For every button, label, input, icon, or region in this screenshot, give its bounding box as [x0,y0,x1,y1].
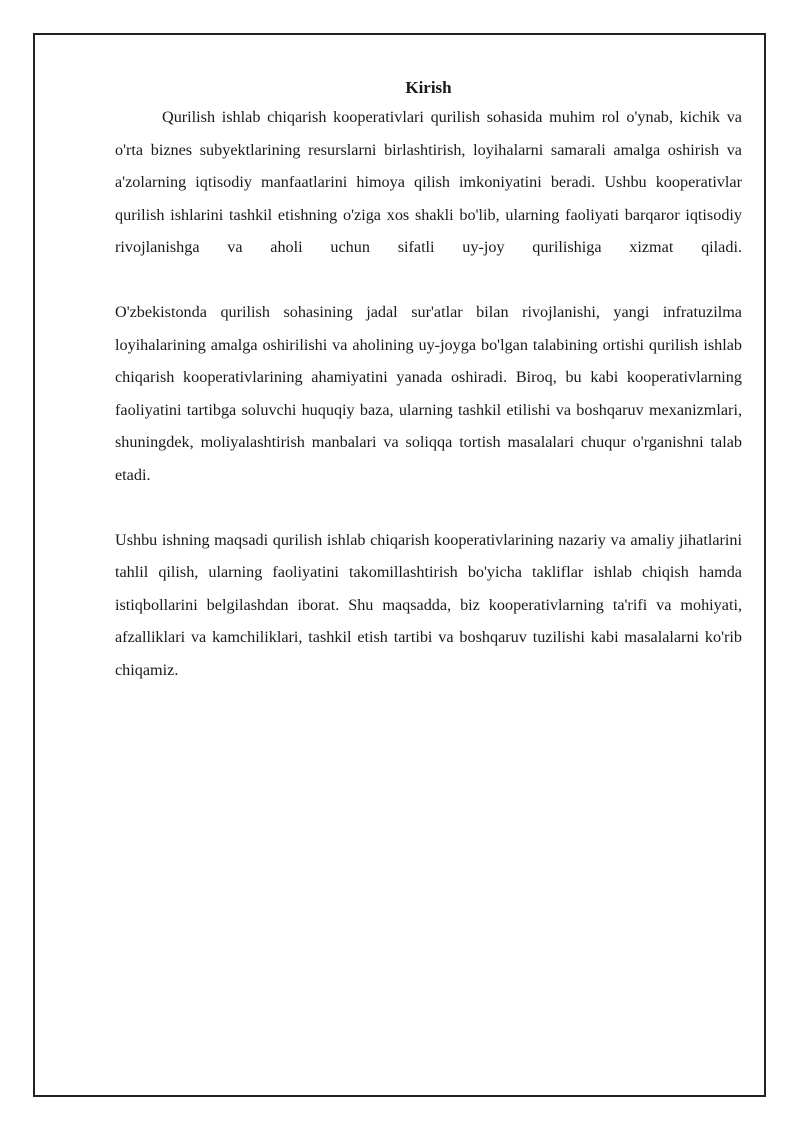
paragraph-2: O'zbekistonda qurilish sohasining jadal sur'atlar bilan rivojlanishi, yangi infratuzilma loyihalarining amalga oshirilishi va aholining uy-joyga bo'lgan talabining ortishi qurilish ishlab chiqarish kooperativlarining ahamiyatini yanada oshiradi. Biroq, bu kabi kooperativlarning faoliyatini tartibga soluvchi huquqiy baza, ularning tashkil etilishi va boshqaruv mexanizmlari, shuningdek, moliyalashtirish manbalari va soliqqa tortish masalalari chuqur o'rganishni talab etadi. [115,303,742,484]
paragraph-gap [115,264,742,297]
paragraph-gap [115,491,742,524]
document-body [115,75,742,686]
paragraph-3: Ushbu ishning maqsadi qurilish ishlab chiqarish kooperativlarining nazariy va amaliy jihatlarini tahlil qilish, ularning faoliyatini takomillashtirish bo'yicha takliflar ishlab chiqish hamda istiqbollarini belgilashdan iborat. Shu maqsadda, biz kooperativlarning ta'rifi va mohiyati, afzalliklari va kamchiliklari, tashkil etish tartibi va boshqaruv tuzilishi kabi masalalarni ko'rib chiqamiz. [115,530,742,679]
paragraph-1: Qurilish ishlab chiqarish kooperativlari qurilish sohasida muhim rol o'ynab, kichik va o'rta biznes subyektlarining resurslarni birlashtirish, loyihalarni samarali amalga oshirish va a'zolarning iqtisodiy manfaatlarini himoya qilish imkoniyatini beradi. Ushbu kooperativlar qurilish ishlarini tashkil etishning o'ziga xos shakli bo'lib, ularning faoliyati barqaror iqtisodiy rivojlanishga va aholi uchun sifatli uy-joy qurilishiga xizmat qiladi. [115,108,742,256]
document-title: Kirish [405,78,452,97]
